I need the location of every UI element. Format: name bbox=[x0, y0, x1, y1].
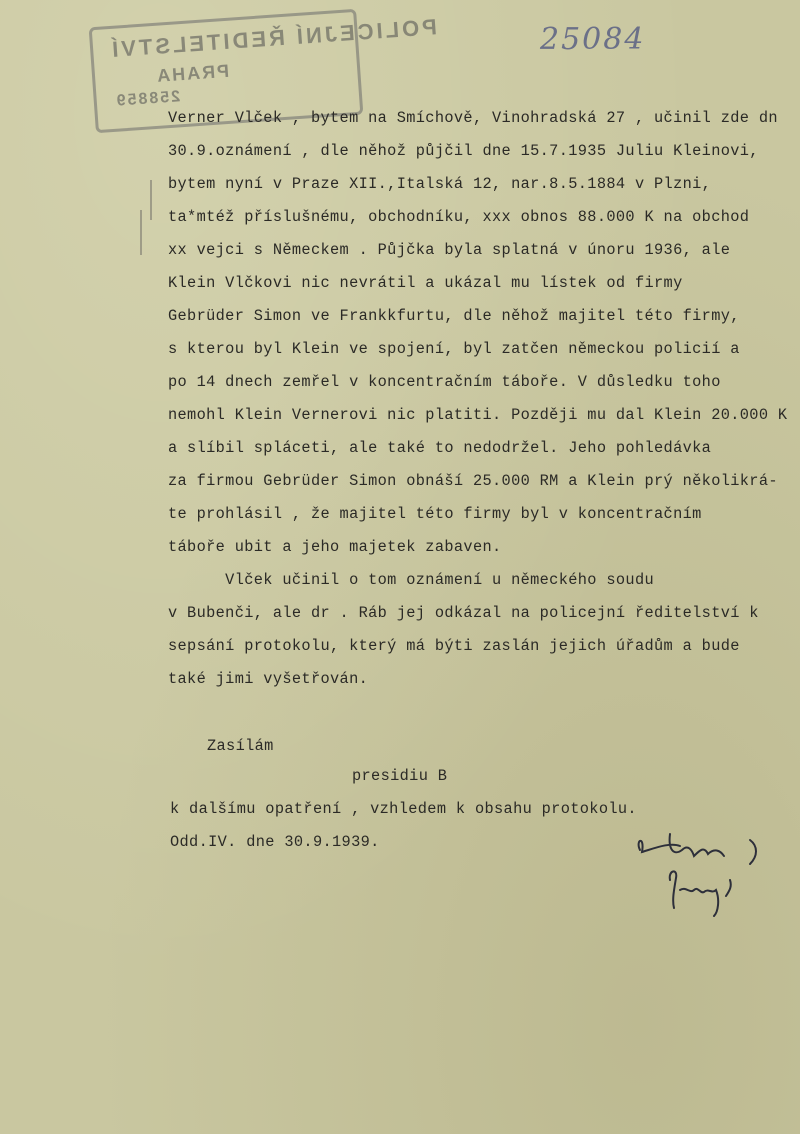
body-line: za firmou Gebrüder Simon obnáší 25.000 RM a Klein prý několikrá- bbox=[168, 472, 778, 490]
stamp-line-3: 258859 bbox=[114, 88, 181, 110]
margin-mark bbox=[140, 210, 142, 255]
body-line: také jimi vyšetřován. bbox=[168, 670, 369, 688]
body-line: ta*mtéž příslušnému, obchodníku, xxx obnos 88.000 K na obchod bbox=[168, 208, 750, 226]
body-line: s kterou byl Klein ve spojení, byl zatčen německou policií a bbox=[168, 340, 740, 358]
margin-mark bbox=[150, 180, 152, 220]
body-line: xx vejci s Německem . Půjčka byla splatná v únoru 1936, ale bbox=[168, 241, 731, 259]
body-line: 30.9.oznámení , dle něhož půjčil dne 15.7.1935 Juliu Kleinovi, bbox=[168, 142, 759, 160]
stamp-line-1: POLICEJNÍ ŘEDITELSTVÍ bbox=[108, 14, 438, 63]
closing-dept-date: Odd.IV. dne 30.9.1939. bbox=[170, 833, 380, 851]
closing-purpose: k dalšímu opatření , vzhledem k obsahu protokolu. bbox=[170, 800, 637, 818]
body-line: a slíbil spláceti, ale také to nedodržel. Jeho pohledávka bbox=[168, 439, 712, 457]
body-line: Vlček učinil o tom oznámení u německého soudu bbox=[168, 571, 655, 589]
closing-recipient: presidiu B bbox=[352, 767, 448, 785]
body-line: Gebrüder Simon ve Frankkfurtu, dle něhož majitel této firmy, bbox=[168, 307, 740, 325]
body-line: Klein Vlčkovi nic nevrátil a ukázal mu lístek od firmy bbox=[168, 274, 683, 292]
handwritten-signature bbox=[630, 820, 780, 920]
stamp-line-2: PRAHA bbox=[154, 60, 230, 86]
body-line: bytem nyní v Praze XII.,Italská 12, nar.8.5.1884 v Plzni, bbox=[168, 175, 712, 193]
body-line: nemohl Klein Vernerovi nic platiti. Později mu dal Klein 20.000 K bbox=[168, 406, 788, 424]
body-line: Verner Vlček , bytem na Smíchově, Vinohradská 27 , učinil zde dn bbox=[168, 109, 778, 127]
body-line: sepsání protokolu, který má býti zaslán jejich úřadům a bude bbox=[168, 637, 740, 655]
body-line: táboře ubit a jeho majetek zabaven. bbox=[168, 538, 502, 556]
archive-number: 25084 bbox=[540, 22, 646, 57]
body-line: v Bubenči, ale dr . Ráb jej odkázal na policejní ředitelství k bbox=[168, 604, 759, 622]
body-line: po 14 dnech zemřel v koncentračním táboře. V důsledku toho bbox=[168, 373, 721, 391]
closing-send: Zasílám bbox=[207, 737, 274, 755]
body-line: te prohlásil , že majitel této firmy byl v koncentračním bbox=[168, 505, 702, 523]
